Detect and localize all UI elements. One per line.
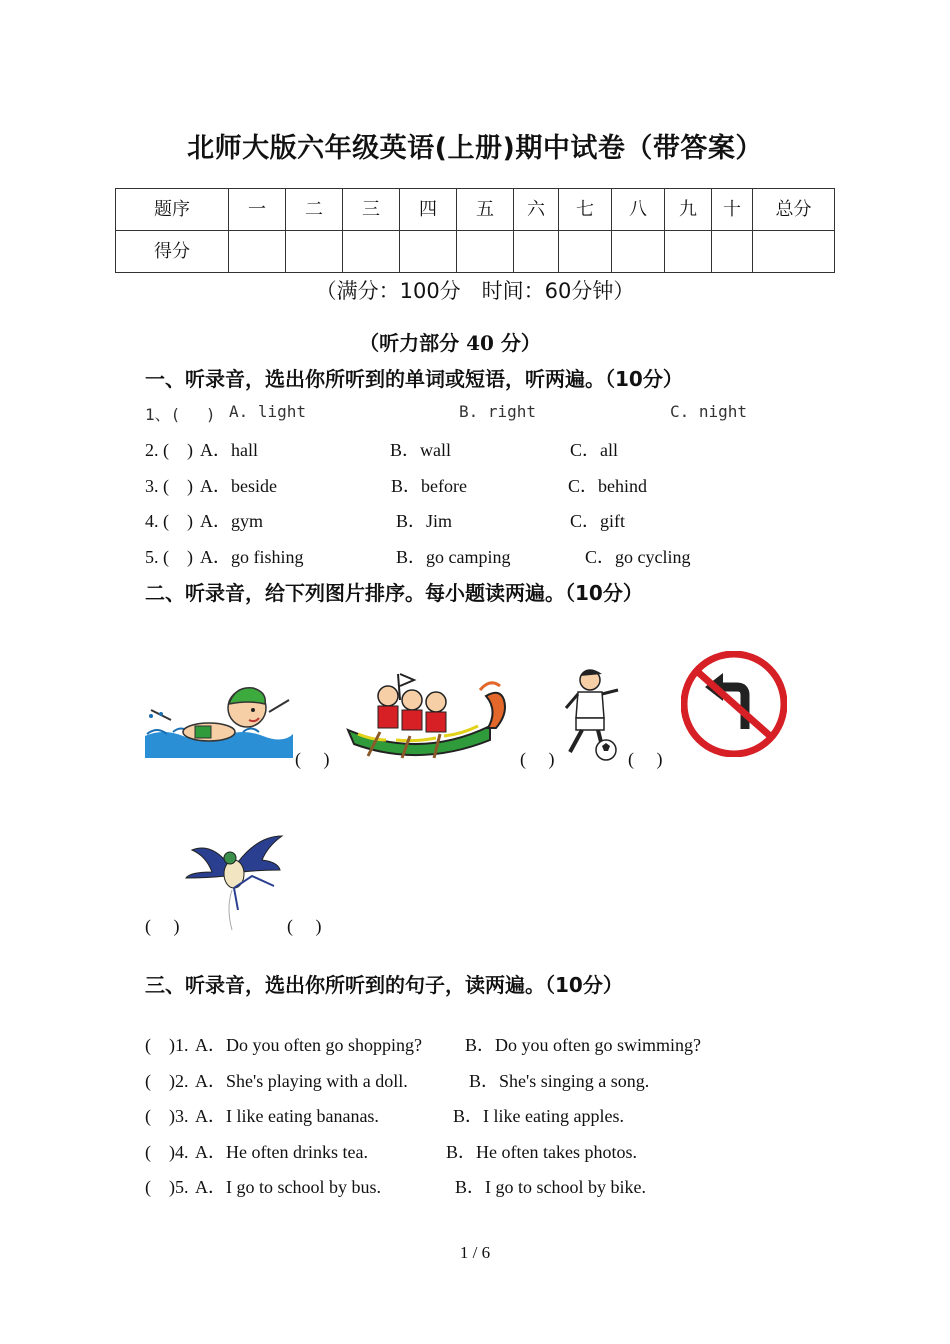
football-player-icon <box>560 666 624 762</box>
score-cell[interactable] <box>559 231 612 273</box>
answer-blank[interactable]: ( ) <box>145 916 180 936</box>
option-a: A. light <box>229 402 307 421</box>
option-a: A．beside <box>200 476 277 496</box>
question-number: 1、( ) <box>145 405 216 424</box>
question-number: ( )2. <box>145 1071 189 1091</box>
answer-blank[interactable]: ( ) <box>628 749 663 769</box>
answer-blank[interactable]: ( ) <box>295 749 330 769</box>
bird-kite-icon <box>182 832 286 932</box>
option-a: A．She's playing with a doll. <box>195 1071 408 1091</box>
score-cell[interactable] <box>712 231 753 273</box>
option-b: B．I go to school by bike. <box>455 1177 646 1197</box>
option-b: B. right <box>459 402 537 421</box>
option-b: B．before <box>391 476 467 496</box>
option-b: B．Do you often go swimming? <box>465 1035 701 1055</box>
answer-blank[interactable]: ( ) <box>520 749 555 769</box>
option-c: C．all <box>570 440 618 460</box>
option-c: C．gift <box>570 511 626 531</box>
option-a: A．I like eating bananas. <box>195 1106 379 1126</box>
answer-blank[interactable]: ( ) <box>287 916 322 936</box>
swimming-boy-icon <box>143 684 295 762</box>
section3-heading: 三、听录音，选出你所听到的句子，读两遍。（10分） <box>145 973 623 997</box>
score-header-cell: 十 <box>712 189 753 231</box>
option-b: B．wall <box>390 440 451 460</box>
listening-heading: （听力部分 40 分） <box>359 331 541 355</box>
question-number: 5. ( ) <box>145 547 193 567</box>
score-header-cell: 二 <box>286 189 343 231</box>
no-left-turn-sign-icon <box>681 651 787 757</box>
option-a: A．He often drinks tea. <box>195 1142 368 1162</box>
option-a: A．I go to school by bus. <box>195 1177 381 1197</box>
option-a: A．hall <box>200 440 258 460</box>
score-cell[interactable] <box>753 231 835 273</box>
option-c: C．go cycling <box>585 547 691 567</box>
option-a: A．go fishing <box>200 547 304 567</box>
score-cell[interactable] <box>343 231 400 273</box>
option-c: C．behind <box>568 476 647 496</box>
score-cell[interactable] <box>665 231 712 273</box>
score-header-cell: 三 <box>343 189 400 231</box>
score-header-cell: 六 <box>514 189 559 231</box>
option-b: B．He often takes photos. <box>446 1142 637 1162</box>
score-cell[interactable] <box>400 231 457 273</box>
score-table <box>115 188 835 273</box>
score-header-cell: 七 <box>559 189 612 231</box>
score-cell[interactable] <box>229 231 286 273</box>
score-header-cell: 题序 <box>116 189 229 231</box>
score-header-cell: 五 <box>457 189 514 231</box>
option-b: B．Jim <box>396 511 453 531</box>
option-a: A．Do you often go shopping? <box>195 1035 422 1055</box>
score-table-header-row <box>116 189 835 231</box>
page-number: 1 / 6 <box>459 1243 491 1262</box>
dragon-boat-icon <box>340 670 508 762</box>
option-b: B．I like eating apples. <box>453 1106 624 1126</box>
option-c: C. night <box>670 402 748 421</box>
question-number: 2. ( ) <box>145 440 193 460</box>
section1-heading: 一、听录音，选出你所听到的单词或短语，听两遍。（10分） <box>145 367 683 391</box>
question-number: ( )5. <box>145 1177 189 1197</box>
score-row-label: 得分 <box>116 231 229 273</box>
score-header-cell: 一 <box>229 189 286 231</box>
question-number: ( )3. <box>145 1106 189 1126</box>
option-b: B．She's singing a song. <box>469 1071 650 1091</box>
score-cell[interactable] <box>514 231 559 273</box>
score-header-cell: 八 <box>612 189 665 231</box>
question-number: ( )1. <box>145 1035 189 1055</box>
page-title: 北师大版六年级英语(上册)期中试卷（带答案） <box>187 133 763 164</box>
option-b: B．go camping <box>396 547 511 567</box>
score-cell[interactable] <box>457 231 514 273</box>
section2-heading: 二、听录音，给下列图片排序。每小题读两遍。（10分） <box>145 581 643 605</box>
score-cell[interactable] <box>286 231 343 273</box>
exam-meta: （满分：100分 时间：60分钟） <box>315 279 635 303</box>
question-number: 4. ( ) <box>145 511 193 531</box>
score-table-score-row <box>116 231 835 273</box>
score-header-cell: 四 <box>400 189 457 231</box>
question-number: 3. ( ) <box>145 476 193 496</box>
option-a: A．gym <box>200 511 263 531</box>
question-number: ( )4. <box>145 1142 189 1162</box>
score-header-cell: 总分 <box>753 189 835 231</box>
score-header-cell: 九 <box>665 189 712 231</box>
score-cell[interactable] <box>612 231 665 273</box>
